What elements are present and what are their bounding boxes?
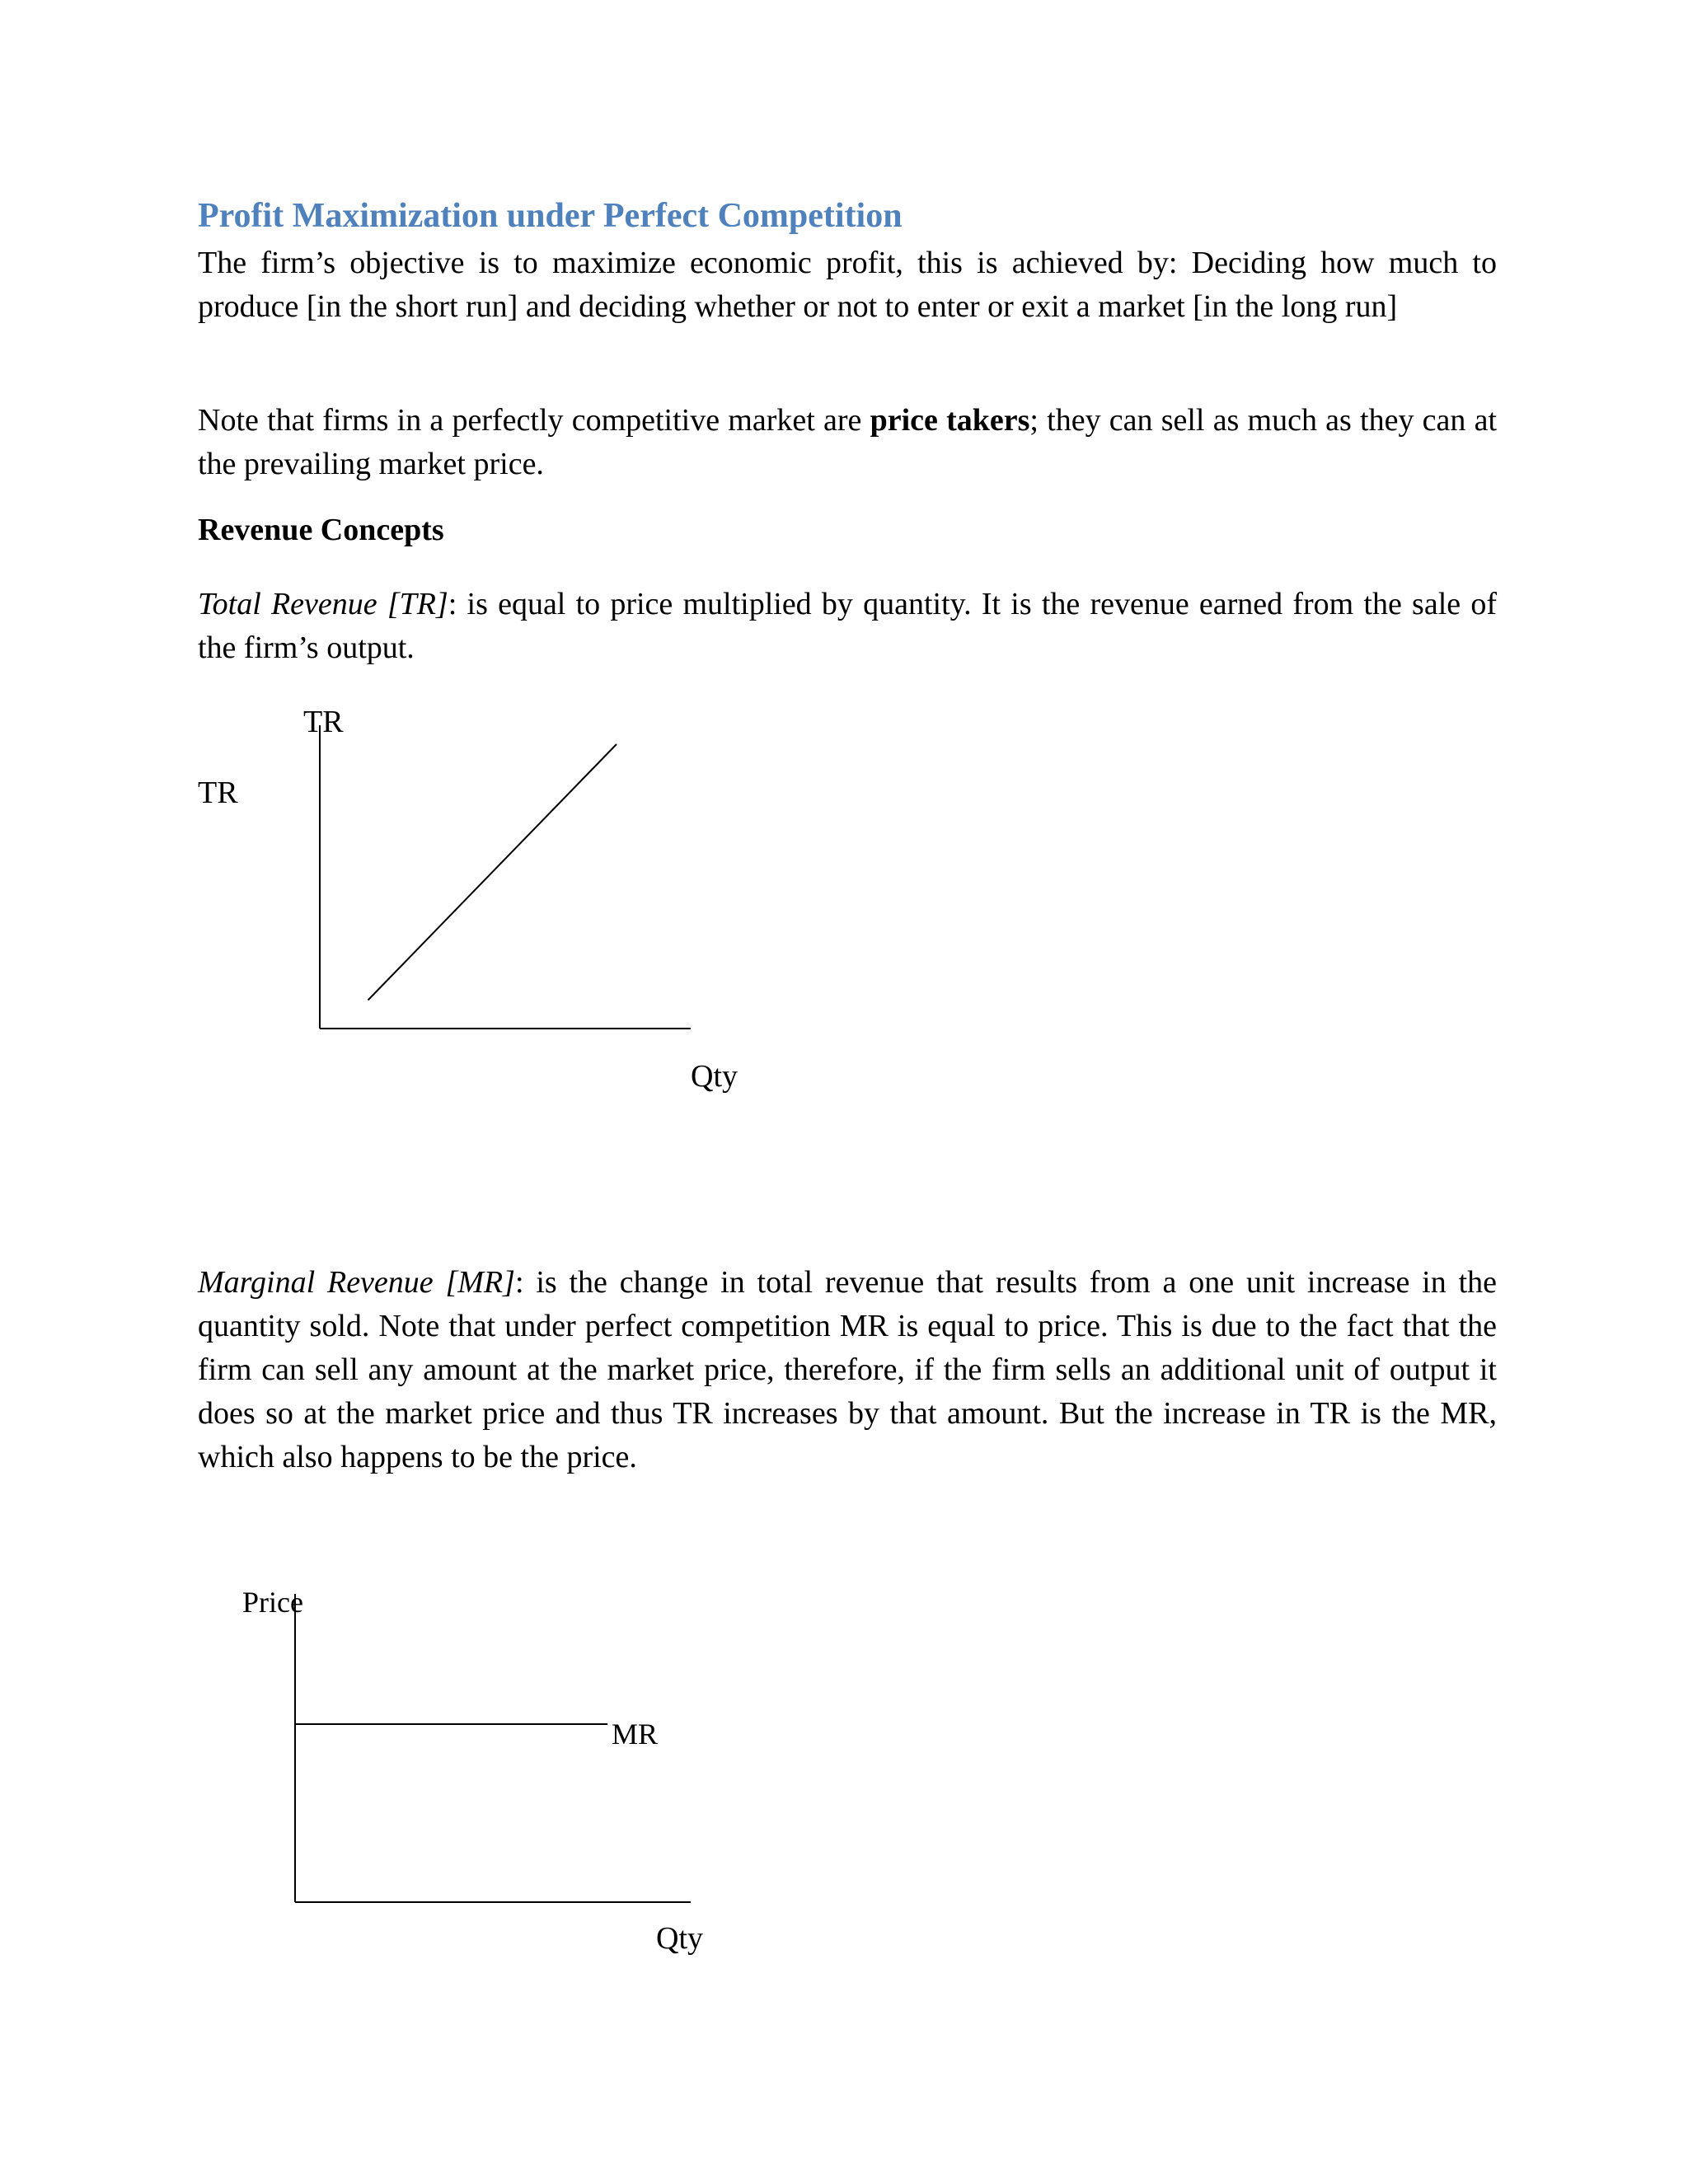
marginal-revenue-paragraph xyxy=(198,1261,1497,1479)
page-title: Profit Maximization under Perfect Competition xyxy=(198,197,903,235)
price-takers-text-after: ; they can sell as much as they can at the prevailing market price. xyxy=(198,403,1498,481)
total-revenue-term: Total Revenue [TR] xyxy=(198,587,448,621)
total-revenue-definition: : is equal to price multiplied by quantity. It is the revenue earned from the sale of the firm’s output. xyxy=(198,587,1497,665)
price-takers-text-before: Note that firms in a perfectly competitive market are xyxy=(198,403,870,438)
section-heading-revenue-concepts: Revenue Concepts xyxy=(198,513,444,547)
mr-graph-y-axis-label: Price xyxy=(242,1586,303,1619)
tr-side-label: TR xyxy=(198,776,238,810)
marginal-revenue-definition: : is the change in total revenue that results from a one unit increase in the quantity sold. Note that under perfect competition MR is equal to price. This is due to the fact that the firm can sell any amount at the market price, therefore, if the firm sells an additional unit of output it does so at the market price and thus TR increases by that amount. But the increase in TR is the MR, which also happens to be the price. xyxy=(198,1265,1497,1474)
mr-curve-label: MR xyxy=(612,1718,659,1750)
marginal-revenue-term: Marginal Revenue [MR] xyxy=(198,1265,515,1300)
tr-graph-y-axis-label: TR xyxy=(303,705,344,739)
intro-paragraph: The firm’s objective is to maximize economic profit, this is achieved by: Deciding how much to produce [in the short run] and deciding whether or not to enter or exit a market [in the long run] xyxy=(198,246,1497,324)
tr-curve xyxy=(368,744,617,1001)
tr-graph-x-axis-label: Qty xyxy=(691,1059,738,1094)
mr-graph-x-axis-label: Qty xyxy=(656,1921,703,1956)
price-takers-term: price takers xyxy=(870,403,1030,438)
